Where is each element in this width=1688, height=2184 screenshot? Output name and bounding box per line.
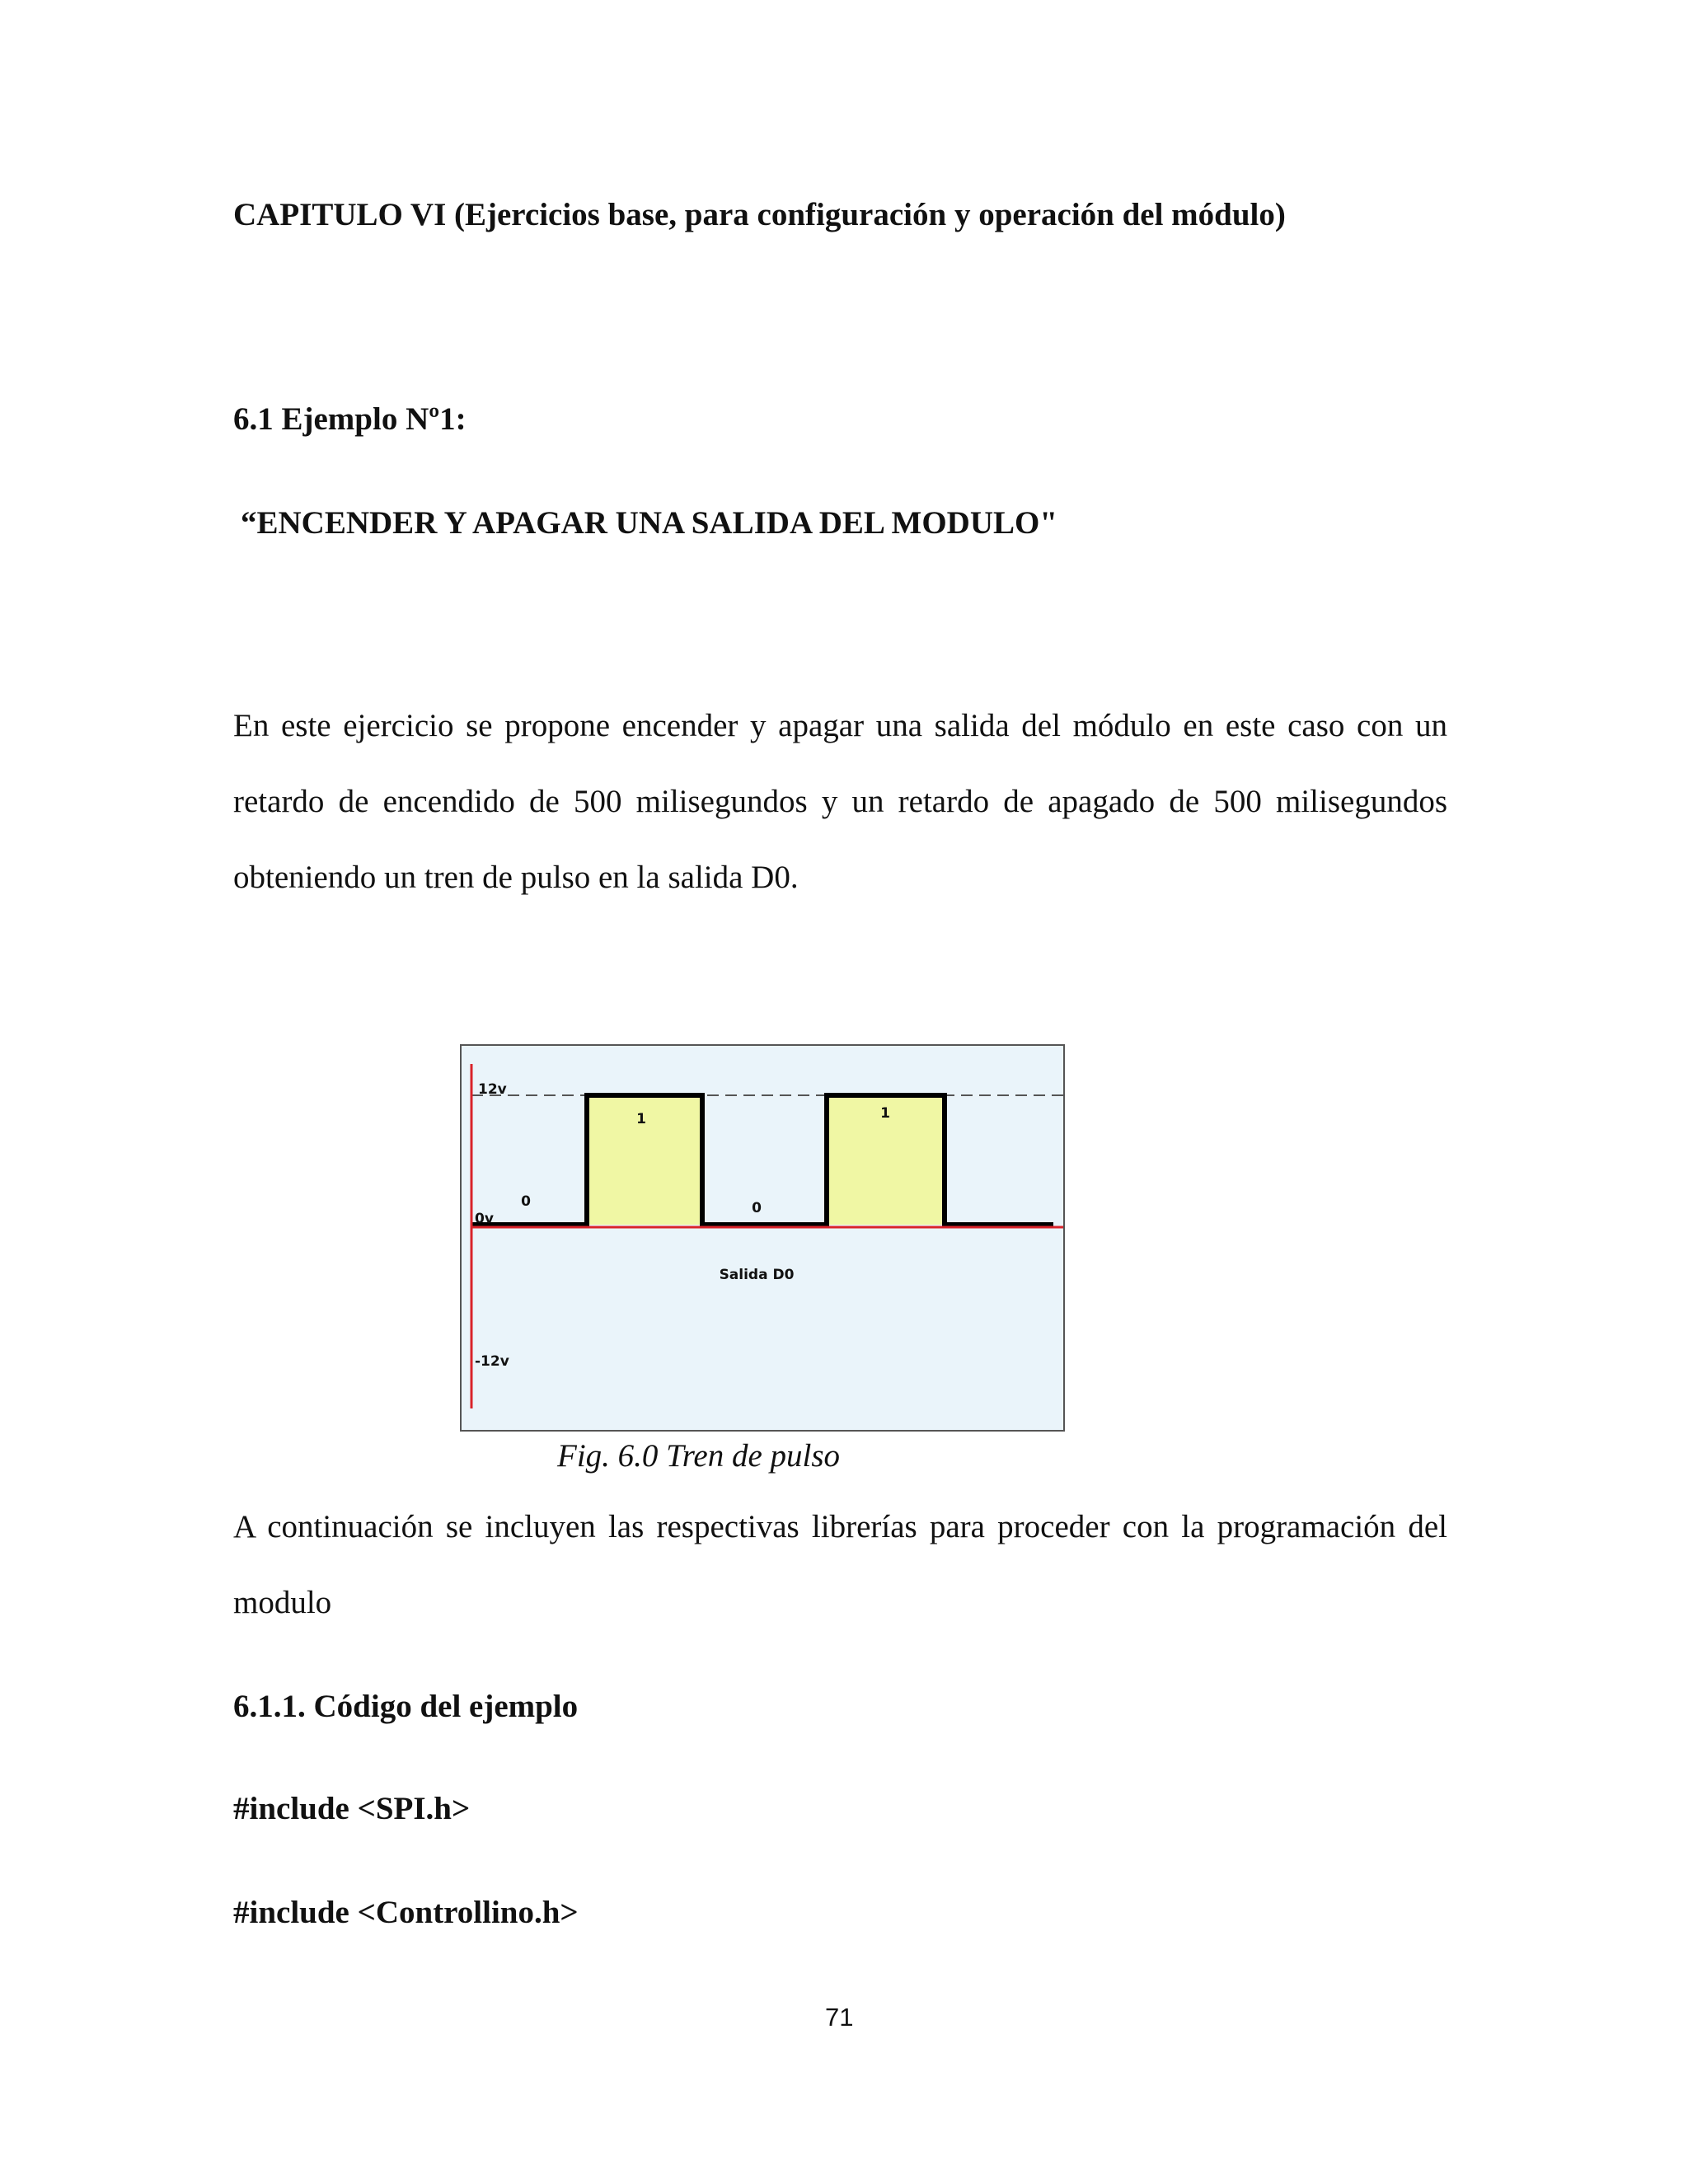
section-heading: 6.1 Ejemplo Nº1: [233, 401, 467, 437]
12v-label: 12v [478, 1081, 507, 1098]
state-label-0: 0 [521, 1193, 531, 1210]
libraries-paragraph-line-2: modulo [233, 1585, 332, 1620]
signal-trace [471, 1095, 1053, 1225]
chapter-title: CAPITULO VI (Ejercicios base, para configuración y operación del módulo) [233, 197, 1286, 232]
0v-label: 0v [475, 1211, 494, 1227]
signal-label: Salida D0 [719, 1267, 795, 1283]
state-label-3: 1 [880, 1105, 890, 1122]
figure-caption: Fig. 6.0 Tren de pulso [557, 1438, 841, 1474]
code-line-include-spi: #include <SPI.h> [233, 1791, 471, 1826]
example-title: “ENCENDER Y APAGAR UNA SALIDA DEL MODULO" [241, 505, 1057, 541]
intro-paragraph-line-1: En este ejercicio se propone encender y apagar una salida del módulo en este caso con un [233, 708, 1447, 743]
page-number: 71 [825, 2003, 854, 2032]
intro-paragraph-line-2: retardo de encendido de 500 milisegundos y un retardo de apagado de 500 milisegundos [233, 784, 1447, 819]
intro-paragraph-line-3: obteniendo un tren de pulso en la salida D0. [233, 860, 799, 895]
code-heading: 6.1.1. Código del ejemplo [233, 1689, 579, 1724]
state-label-1: 1 [636, 1111, 646, 1127]
code-line-include-controllino: #include <Controllino.h> [233, 1895, 579, 1930]
neg12v-label: -12v [475, 1353, 509, 1370]
libraries-paragraph-line-1: A continuación se incluyen las respectivas librerías para proceder con la programación del [233, 1509, 1447, 1544]
pulse-train-diagram [462, 1046, 1063, 1430]
pulse-train-figure [460, 1044, 1065, 1432]
state-label-2: 0 [752, 1200, 762, 1216]
